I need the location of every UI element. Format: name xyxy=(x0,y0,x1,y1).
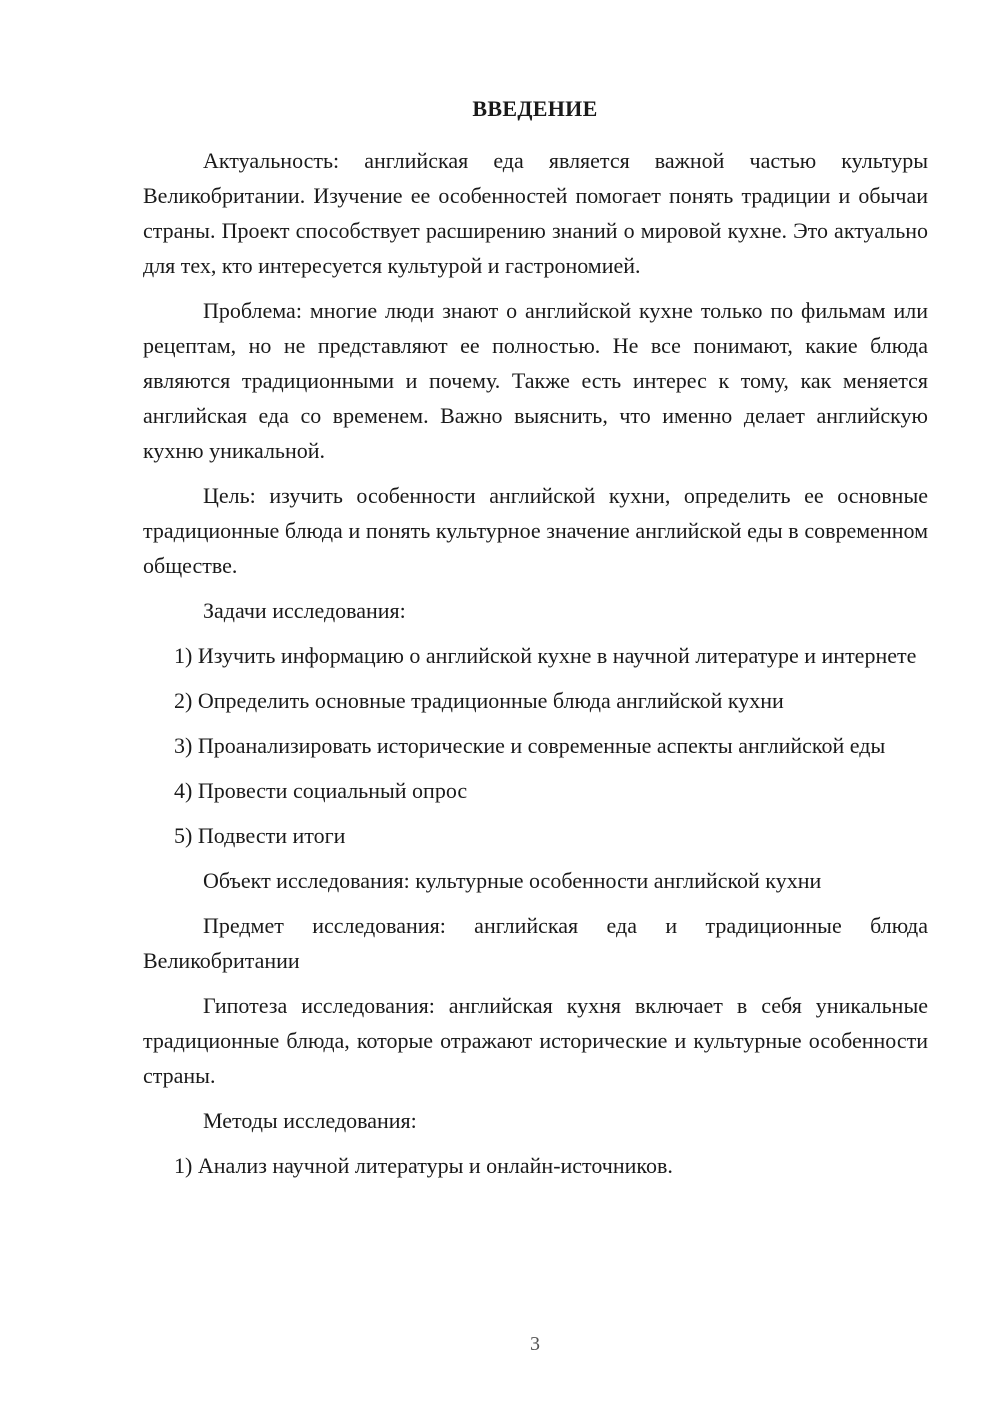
paragraph-hypothesis: Гипотеза исследования: английская кухня включает в себя уникальные традиционные блюда, которые отражают исторические и культурные особенности страны. xyxy=(143,993,928,1088)
tasks-heading: Задачи исследования: xyxy=(203,598,406,623)
paragraph-object: Объект исследования: культурные особенности английской кухни xyxy=(203,868,822,893)
document-body xyxy=(143,143,928,1193)
task-item-3: 3) Проанализировать исторические и современные аспекты английской еды xyxy=(174,733,886,758)
task-item-2: 2) Определить основные традиционные блюда английской кухни xyxy=(174,688,784,713)
section-heading: ВВЕДЕНИЕ xyxy=(472,96,598,121)
paragraph-actuality: Актуальность: английская еда является важной частью культуры Великобритании. Изучение ее особенностей помогает понять традиции и обычаи страны. Проект способствует расширению знаний о мировой кухне. Это актуально для тех, кто интересуется культурой и гастрономией. xyxy=(143,148,928,278)
paragraph-subject: Предмет исследования: английская еда и традиционные блюда Великобритании xyxy=(143,913,928,973)
task-item-4: 4) Провести социальный опрос xyxy=(174,778,468,803)
methods-heading: Методы исследования: xyxy=(203,1108,417,1133)
paragraph-goal: Цель: изучить особенности английской кухни, определить ее основные традиционные блюда и понять культурное значение английской еды в современном обществе. xyxy=(143,483,928,578)
task-item-1: 1) Изучить информацию о английской кухне в научной литературе и интернете xyxy=(174,643,917,668)
method-item-1: 1) Анализ научной литературы и онлайн-источников. xyxy=(174,1153,673,1178)
page-number: 3 xyxy=(530,1333,540,1355)
paragraph-problem: Проблема: многие люди знают о английской кухне только по фильмам или рецептам, но не представляют ее полностью. Не все понимают, какие блюда являются традиционными и почему. Также есть интерес к тому, как меняется английская еда со временем. Важно выяснить, что именно делает английскую кухню уникальной. xyxy=(143,298,928,463)
task-item-5: 5) Подвести итоги xyxy=(174,823,346,848)
